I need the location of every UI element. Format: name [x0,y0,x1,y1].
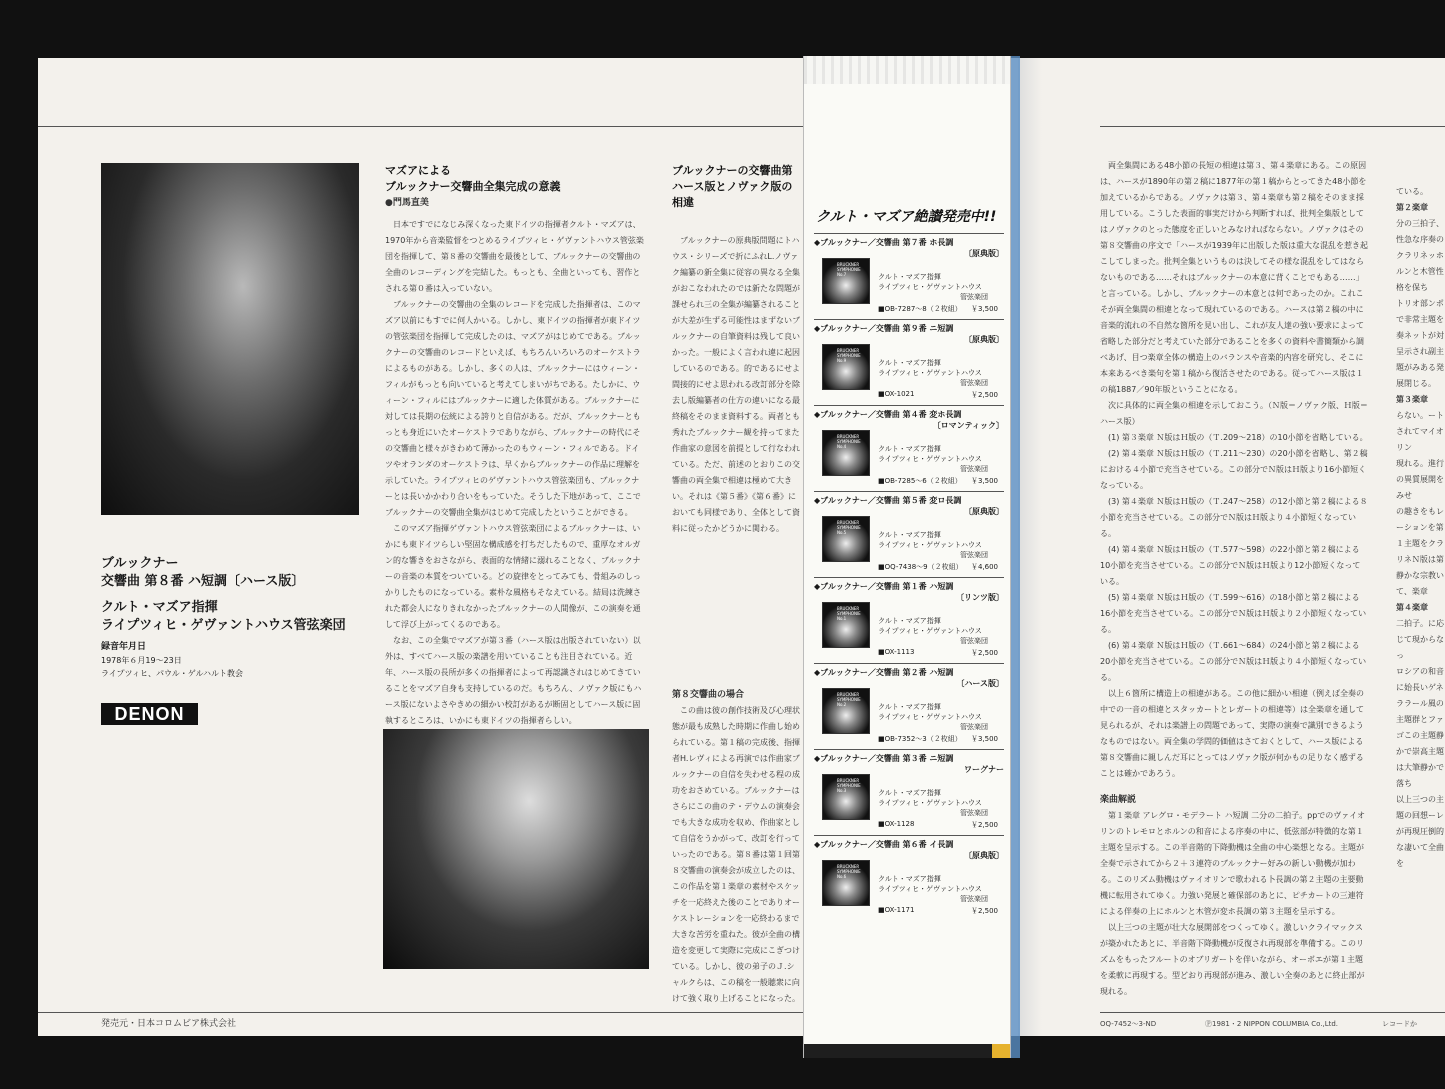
obi-conductor: クルト・マズア指揮 [878,703,941,711]
edge-fragment: 以上三つの主題の回想ーレが再現圧倒的な凄いて全曲を [1396,795,1444,868]
edge-fragment: トリオ部ンポで非常主題を奏ネットが対呈示され副主題がみある発展閉じる。 [1396,299,1444,388]
thumb-label: BRUCKNER SYMPHONIE No.7 [837,262,861,277]
obi-album-item [814,749,1004,834]
obi-item-edition: 〔原典版〕 [964,335,1004,344]
edition-paragraph: この曲は彼の創作技術及び心理状態が最も成熟した時期に作曲し始められている。第１稿の完成後、指揮者H.レヴィによる再演では作曲家ブルックナーの自信を失わせる程の成功をおさめている。ブルックナーはさらにこの曲のテ・デウムの演奏会でも大きな成功を収め、作曲家として自信をうかがって、改訂を行っていったのである。第８番は第１回第８交響曲の演奏会が成立したのは、この作品を第１楽章の素材やスケッチを一応終えた後のことでありオーケストレーションを一応終わるまで大きな苦労を重ねた。彼が全曲の構造を変更して実際に完成にこぎつけている。しかし、彼の弟子のＪ.シャルクらは、この稿を一般聴衆に向けて強く取り上げることになった。 [672,706,800,1003]
obi-item-title: ◆ブルックナー／交響曲 第４番 変ホ長調 [814,410,962,419]
essay-paragraph: ブルックナーの交響曲の全集のレコードを完成した指揮者は、このマズア以前にもすでに何人かいる。しかし、東ドイツの指揮者が東ドイツの管弦楽団を指揮して完成したのは、マズアがはじめてである。ブルックナーの交響曲のレコードといえば、もちろんいろいろのオーケストラによるものがある。しかし、多くの人は、ブルックナーにはウィーン・フィルがもっとも向いていると考えてしまいがちである。たしかに、ウィーン・フィルにはブルックナーに適した体質がある。ブルックナーに対しては長期の伝統による誇りと自信がある。だが、ブルックナーともっとも身近にいたオーケストラでありながら、ブルックナーの時代にその交響曲と様々がきわめて薄かったのもウィーン・フィルである。ドイツやオランダのオーケストラは、早くからブルックナーの作品に理解を示していた。ライプツィヒのゲヴァントハウス管弦楽団も、ブルックナーとは長いかかわり合いをもっていた。そうした下地があって、ここでブルックナーの交響曲全集がはじめて完成したということができる。 [385,300,641,517]
obi-album-item [814,233,1004,318]
edge-fragment: 現れる。進行の異質展開をみせ [1396,459,1444,500]
edge-fragment: 第３楽章 [1396,395,1428,404]
price: ￥2,500 [970,649,998,657]
difference-item: (6) 第４楽章 Ｎ版はＨ版の（Ｔ.661〜684）の24小節と第２稿による20小節を充当させている。この部分でＮ版はＨ版より４小節短くなっている。 [1100,641,1367,682]
obi-orchestra: ライプツィヒ・ゲヴァントハウス [878,455,982,463]
catalog-number: ■OQ-7438〜9（２枚組） [878,563,963,571]
essay-paragraph: このマズア指揮ゲヴァントハウス管弦楽団によるブルックナーは、いかにも東ドイツらしい堅固な構成感を打ちだしたもので、重厚なオルガン的な響きをおさながら、表面的な情緒に溺れることなく、ブルックナーの音楽の本質をついている。どの旋律をとってみても、骨組みのしっかりしたものになっている。素朴な風格もそなえている。結局は洗練された都会人になりきれなかったブルックナーの人間像が、この演奏を通して浮び上がってくるのである。 [385,524,641,629]
thumb-label: BRUCKNER SYMPHONIE No.6 [837,864,861,879]
obi-item-title: ◆ブルックナー／交響曲 第５番 変ロ長調 [814,496,962,505]
composer-name: ブルックナー [101,556,179,571]
obi-orchestra: ライプツィヒ・ゲヴァントハウス [878,799,982,807]
denon-logo: DENON [101,703,198,725]
edge-fragment: 分の三拍子、性急な序奏のクラリネッホルンと木管性格を保ち [1396,219,1444,292]
bottom-rule-left [38,1012,803,1013]
obi-top-stripe [804,56,1010,84]
essay-paragraph: なお、この全集でマズアが第３番（ハース版は出版されていない）以外は、すべてハース版の楽譜を用いていることも注目されている。近年、ハース版の長所が多くの指揮者によって再認識されはじめてきていることをマズア自身も支持しているのだ。もちろん、ノヴァク版にもハース版にないよさやきめの細かい校訂があるが断固としてハース版に固執するところは、いかにも東ドイツの指揮者らしい。 [385,636,642,725]
right-main-column [1100,158,1368,1010]
album-cover-thumbnail [822,516,870,562]
essay-heading-1: マズアによる [385,164,451,177]
obi-album-item [814,319,1004,404]
obi-conductor: クルト・マズア指揮 [878,617,941,625]
obi-item-edition: 〔ロマンティック〕 [932,421,1004,430]
catalog-number: ■OB-7285〜6（２枚組） [878,477,962,485]
thumb-label: BRUCKNER SYMPHONIE No.3 [837,778,861,793]
conductor-photo [383,729,649,969]
obi-item-edition: 〔ハース版〕 [956,679,1004,688]
obi-item-title: ◆ブルックナー／交響曲 第９番 ニ短調 [814,324,954,333]
catalog-code: OQ-7452〜3-ND [1100,1020,1157,1028]
price: ￥3,500 [970,305,998,313]
obi-item-credits [878,788,988,818]
catalog-number: ■OX-1128 [878,820,915,828]
price: ￥3,500 [970,477,998,485]
bottom-rule-right [1100,1012,1445,1013]
album-title-block [101,555,346,635]
obi-orchestra: ライプツィヒ・ゲヴァントハウス [878,283,982,291]
difference-item: (2) 第４楽章 Ｎ版はＨ版の（Ｔ.211〜230）の20小節を省略し、第２稿における４小節で充当させている。この部分でＮ版はＨ版より16小節短くなっている。 [1100,449,1368,490]
price: ￥2,500 [970,907,998,915]
difference-item: (3) 第４楽章 Ｎ版はＨ版の（Ｔ.247〜258）の12小節と第２稿による８小節を充当させている。この部分でＮ版はＨ版より４小節短くなっている。 [1100,497,1368,538]
edition-column [672,163,802,1008]
recording-place: ライプツィヒ、パウル・ゲルハルト教会 [101,669,243,678]
edge-fragment: 二拍子。に応じて現からなっ [1396,619,1444,660]
album-cover-thumbnail [822,258,870,304]
blue-spine-band [1011,56,1020,1058]
obi-conductor: クルト・マズア指揮 [878,273,941,281]
album-cover-thumbnail [822,688,870,734]
obi-item-credits [878,444,988,474]
essay-byline: ●門馬直美 [385,198,429,208]
obi-title: クルト・マズア絶讃発売中!! [816,209,997,225]
edge-fragment: 主題群とファゴこの主題静かで崇高主題は大筆静かで落ち [1396,715,1444,788]
top-rule-left [38,126,803,127]
footer-tail: レコードか [1382,1020,1417,1028]
obi-conductor: クルト・マズア指揮 [878,875,941,883]
obi-item-edition: 〔リンツ版〕 [956,593,1004,602]
obi-conductor: クルト・マズア指揮 [878,531,941,539]
work-title: 交響曲 第８番 ハ短調〔ハース版〕 [101,574,305,589]
obi-item-credits [878,874,988,904]
obi-orchestra-cont: 管弦楽団 [960,809,988,817]
obi-orchestra-cont: 管弦楽団 [960,465,988,473]
catalog-number: ■OB-7287〜8（２枚組） [878,305,962,313]
album-cover-thumbnail [822,430,870,476]
album-cover-thumbnail [822,602,870,648]
obi-orchestra: ライプツィヒ・ゲヴァントハウス [878,713,982,721]
price: ￥4,600 [970,563,998,571]
obi-album-item [814,491,1004,576]
obi-orchestra: ライプツィヒ・ゲヴァントハウス [878,885,982,893]
album-cover-thumbnail [822,344,870,390]
obi-strip [803,56,1011,1058]
difference-item: (4) 第４楽章 Ｎ版はＨ版の（Ｔ.577〜598）の22小節と第２稿による10小節を充当させている。この部分でＮ版はＨ版より12小節短くなっている。 [1100,545,1361,586]
right-paragraph: 両全集間にある48小節の長短の相違は第３、第４楽章にある。この原因は、ハースが1890年の第２稿に1877年の第１稿からとってきた48小節を加えているからである。ノヴァクは第３、第４楽章も第２稿をそのまま採用している。こうした表面的事実だけから判断すれば、批判全集版としてはノヴァクのとった態度を正しいとみなければならない。ノヴァクはその第８交響曲の序文で「ハースが1939年に出版した版は重大な混乱を惹き起こしてしまった。批判全集というものは決してその様な混乱をしてはならないものである……それはブルックナーの本意に背くことでもある……」と言っている。しかし、ブルックナーの本意とは何であったのか。これこそが両全集間の相違となって現れているのである。ハースは第２稿の中に音楽的流れの不自然な箇所を見い出し、これが友人達の強い要求によって省略した部分だと考えていた部分であることを多くの資料や書簡類から調べあげ、目つ楽章全体の構造上のバランスや音楽的内容を研究し、そこに本来あるべき楽句を第１稿から復活させたのである。従ってハース版は１の稿1887／90年版ということになる。 [1100,161,1368,394]
page-fold [1018,58,1042,1036]
essay-heading-2: ブルックナー交響曲全集完成の意義 [385,180,561,193]
obi-bottom-band [804,1044,1010,1058]
conductor-credit: クルト・マズア指揮 [101,600,218,615]
symphony8-subheading: 第８交響曲の場合 [672,690,745,700]
obi-item-credits [878,530,988,560]
edge-fragment: 第２楽章 [1396,203,1428,212]
thumb-label: BRUCKNER SYMPHONIE No.5 [837,520,861,535]
obi-item-edition: 〔原典版〕 [964,249,1004,258]
obi-item-title: ◆ブルックナー／交響曲 第６番 イ長調 [814,840,954,849]
right-paragraph: 以上三つの主題が壮大な展開部をつくってゆく。激しいクライマックスが築かれたあとに、半音階下降動機が反復され再現部を準備する。このリズムをもったフルートのオブリガートを伴いながら、オーボエが第１主題を柔軟に再現する。型どおり再現部が進み、激しい全奏のあとに終止部が現れる。 [1100,923,1365,996]
price: ￥2,500 [970,391,998,399]
recording-date: 1978年６月19〜23日 [101,656,182,665]
obi-orchestra: ライプツィヒ・ゲヴァントハウス [878,369,982,377]
catalog-number: ■OB-7352〜3（２枚組） [878,735,962,743]
obi-orchestra-cont: 管弦楽団 [960,293,988,301]
obi-album-item [814,405,1004,490]
right-paragraph: 第１楽章 アレグロ・モデラート ハ短調 二分の二拍子。ppでのヴァイオリンのトレモロとホルンの和音による序奏の中に、低弦部が特徴的な第１主題を呈示する。この半音階的下降動機は全曲の中心楽想となる。主題が全奏で示されてから２＋３連符のブルックナー好みの新しい動機が加わる。このリズム動機はヴァイオリンで歌われる卜長調の第２主題の主要動機に転用されてゆく。力強い発展と確保部のあとに、ピチカートの三連符による伴奏の上にホルンと木管が変ホ長調の第３主題を呈示する。 [1100,811,1365,916]
obi-album-item [814,663,1004,748]
obi-conductor: クルト・マズア指揮 [878,789,941,797]
recording-label: 録音年月日 [101,642,147,652]
album-cover-thumbnail [822,860,870,906]
obi-orchestra-cont: 管弦楽団 [960,379,988,387]
essay-paragraph: 日本ですでになじみ深くなった東ドイツの指揮者クルト・マズアは、1970年から音楽監督をつとめるライプツィヒ・ゲヴァントハウス管弦楽団を指揮して、第８番の交響曲を最後として、ブルックナーの交響曲の全曲のレコーディングを完結した。もっとも、全曲といっても、習作とされる第０番は入っていない。 [385,220,644,293]
obi-item-title: ◆ブルックナー／交響曲 第１番 ハ短調 [814,582,954,591]
obi-orchestra: ライプツィヒ・ゲヴァントハウス [878,541,982,549]
obi-item-credits [878,272,988,302]
orchestra-credit: ライプツィヒ・ゲヴァントハウス管弦楽団 [101,618,346,633]
right-paragraph: 以上６箇所に構造上の相違がある。この他に細かい相違（例えば全奏の中での一音の相違とスタッカートとレガートの相違等）は全楽章を通して見られるが、それは楽譜上の問題であって、実際の演奏で識別できるようなものではない。両全集の学問的価値はさておくとして、ハース版による第８交響曲に親しんだ耳にとってはノヴァク版が何かもの足りなく感ずることは確かであろう。 [1100,689,1364,778]
catalog-number: ■OX-1021 [878,390,915,398]
album-cover-thumbnail [822,774,870,820]
essay-column [385,163,647,723]
difference-item: (1) 第３楽章 Ｎ版はＨ版の（Ｔ.209〜218）の10小節を省略している。 [1108,433,1368,442]
edition-heading-1: ブルックナーの交響曲第 [672,164,793,177]
edge-fragment: の趣きをもレーションを第１主題をクラリネＮ版は第静かな宗教いて、楽章 [1396,507,1444,596]
obi-orchestra-cont: 管弦楽団 [960,723,988,731]
thumb-label: BRUCKNER SYMPHONIE No.2 [837,692,861,707]
copyright: Ⓟ1981・2 NIPPON COLUMBIA Co.,Ltd. [1205,1020,1339,1028]
edge-fragment: ロシアの和音に始長いゲネララール風の [1396,667,1444,708]
thumb-label: BRUCKNER SYMPHONIE No.9 [837,348,861,363]
obi-item-credits [878,358,988,388]
thumb-label: BRUCKNER SYMPHONIE No.4 [837,434,861,449]
obi-item-edition: ワーグナー [964,765,1004,774]
edition-heading-2: ハース版とノヴァク版の相違 [672,180,793,209]
obi-album-item [814,835,1004,920]
obi-orchestra: ライプツィヒ・ゲヴァントハウス [878,627,982,635]
right-edge-column [1396,184,1445,1010]
obi-item-title: ◆ブルックナー／交響曲 第７番 ホ長調 [814,238,954,247]
price: ￥2,500 [970,821,998,829]
price: ￥3,500 [970,735,998,743]
edge-fragment: らない。ートされてマイオリン [1396,411,1444,452]
edge-fragment: 第４楽章 [1396,603,1428,612]
portrait-photo [101,163,359,515]
obi-item-credits [878,616,988,646]
edge-fragment: ている。 [1396,187,1428,196]
difference-item: (5) 第４楽章 Ｎ版はＨ版の（Ｔ.599〜616）の18小節と第２稿による16小節を充当させている。この部分でＮ版はＨ版より２小節短くなっている。 [1100,593,1367,634]
obi-conductor: クルト・マズア指揮 [878,359,941,367]
obi-item-credits [878,702,988,732]
publisher-credit: 発売元・日本コロムビア株式会社 [101,1019,237,1029]
obi-orchestra-cont: 管弦楽団 [960,637,988,645]
top-rule-right [1100,126,1445,127]
obi-item-title: ◆ブルックナー／交響曲 第２番 ハ短調 [814,668,954,677]
catalog-number: ■OX-1171 [878,906,915,914]
analysis-heading: 楽曲解説 [1100,795,1137,805]
obi-orchestra-cont: 管弦楽団 [960,895,988,903]
obi-album-item [814,577,1004,662]
catalog-number: ■OX-1113 [878,648,915,656]
thumb-label: BRUCKNER SYMPHONIE No.1 [837,606,861,621]
edition-paragraph: ブルックナーの原典版問題にトハウス・シリーズで折にふれL.ノヴァク編纂の新全集に従容の異なる全集がおこなわれたのでは新たな問題が課せられ三の全集が編纂されることが大差が生ずる可能性はまずないブルックナーの自筆資料は残して良いかった。一般によく言われ違に起因しているのである。的であるにせよ間接的にせよ思われる改訂部分を除去し版編纂者の仕方の違いになる最終稿をそのまま資料する。両者とも秀れたブルックナー観を持ってまた作曲家の意図を前提として行なわれている。ただ、前述のとおりこの交響曲の両全集で相違は極めて大きい。それは《第５番》《第６番》においても同様であり、全体として資料に従ったかどうかに関わる。 [672,236,800,533]
obi-item-edition: 〔原典版〕 [964,851,1004,860]
right-paragraph: 次に具体的に両全集の相違を示しておこう。（Ｎ版＝ノヴァク版、Ｈ版＝ハース版） [1100,401,1368,426]
obi-orchestra-cont: 管弦楽団 [960,551,988,559]
obi-item-edition: 〔原典版〕 [964,507,1004,516]
obi-conductor: クルト・マズア指揮 [878,445,941,453]
recording-info [101,641,243,680]
obi-item-title: ◆ブルックナー／交響曲 第３番 ニ短調 [814,754,954,763]
